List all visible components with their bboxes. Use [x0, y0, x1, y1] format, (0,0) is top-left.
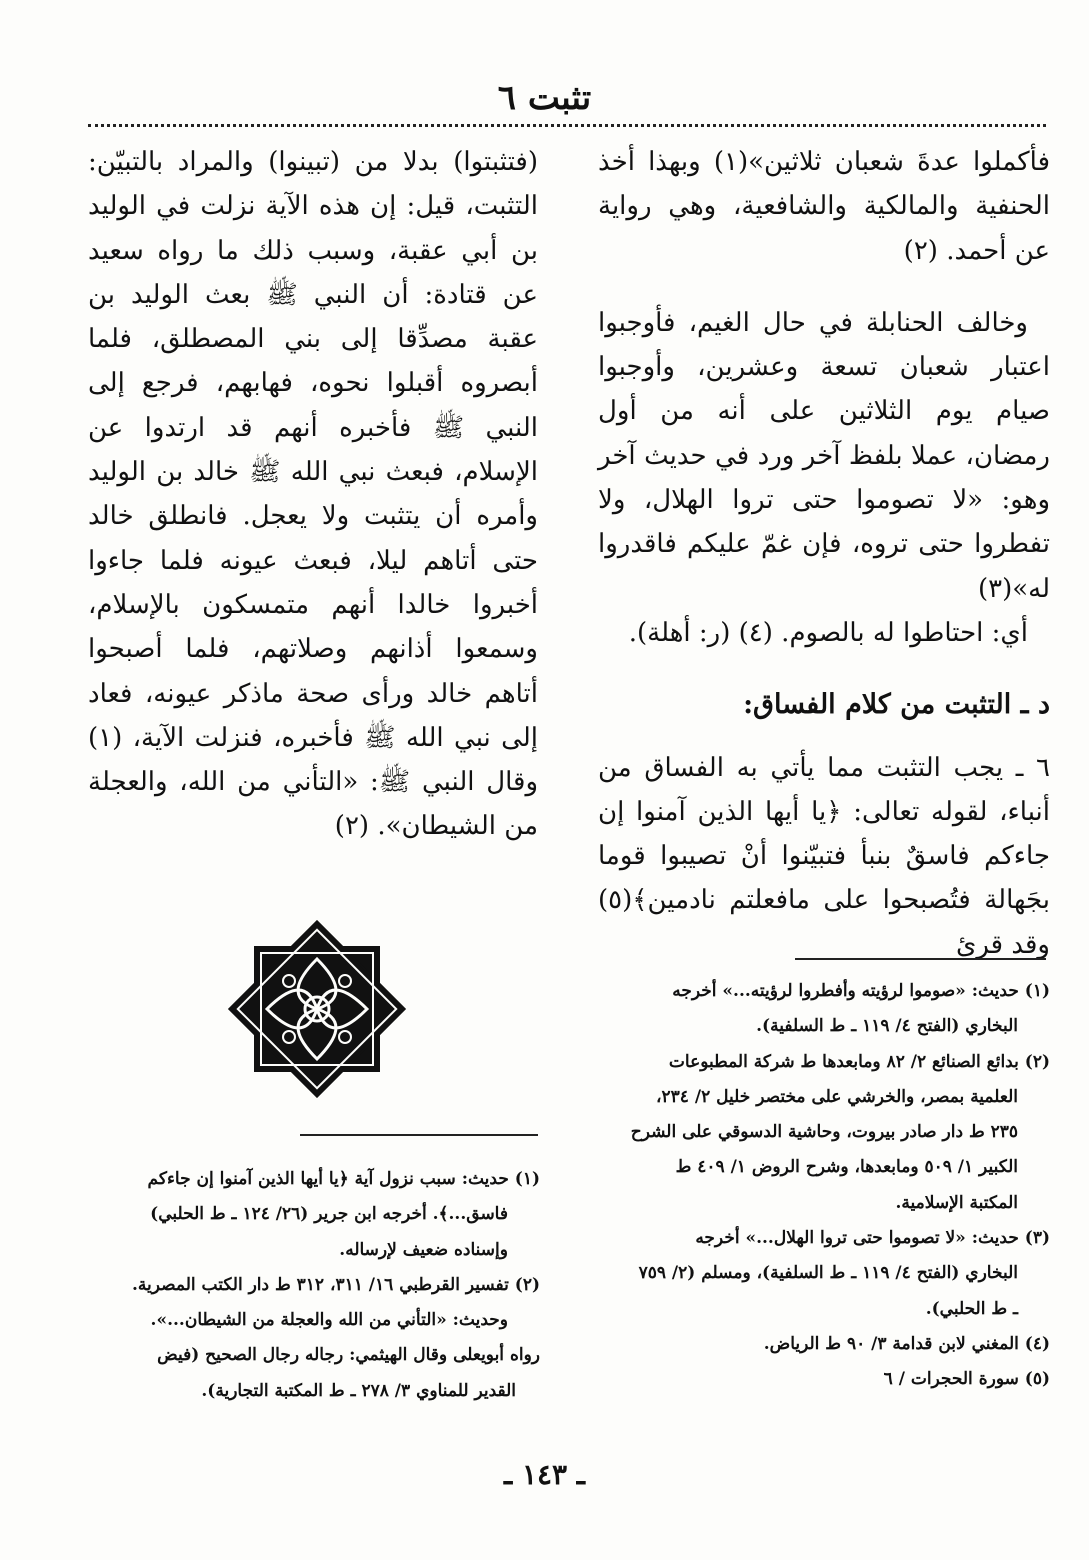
footnote-line: البخاري (الفتح ٤/ ١١٩ ـ ط السلفية)، ومسلم (٢/ ٧٥٩ — [638, 1263, 1018, 1284]
paragraph-3: أي: احتاطوا له بالصوم. (٤) (ر: أهلة). — [628, 617, 1028, 648]
footnotes-right — [598, 974, 1050, 1398]
section-heading: د ـ التثبت من كلام الفساق: — [743, 689, 1050, 721]
paragraph-4: ٦ ـ يجب التثبت مما يأتي به الفساق من أنباء، لقوله تعالى: ﴿يا أيها الذين آمنوا إن جاءكم فاسقٌ بنبأ فتبيّنوا أنْ تصيبوا قوما بجَهالة فتُصبحوا على مافعلتم نادمين﴾(٥) وقد قرئ — [598, 752, 1050, 960]
footnote-line: ٢٣٥ ط دار صادر بيروت، وحاشية الدسوقي على الشرح — [630, 1122, 1018, 1143]
footnote-line: وإسناده ضعيف لإرساله. — [339, 1239, 508, 1260]
footnotes-left — [88, 1162, 540, 1409]
page-number: ـ ١٤٣ ـ — [503, 1458, 586, 1491]
footnote-line: ـ ط الحلبي). — [925, 1298, 1018, 1319]
left-text-column — [88, 140, 538, 849]
footnote-line: (٢) بدائع الصنائع ٢/ ٨٢ ومابعدها ط شركة المطبوعات — [668, 1051, 1050, 1072]
footnote-rule-right — [795, 958, 1046, 960]
footnote-line: رواه أبويعلى وقال الهيثمي: رجاله رجال الصحيح (فيض — [157, 1345, 540, 1366]
page-header-title: تثبت ٦ — [497, 78, 592, 118]
paragraph-continuation: (فتثبتوا) بدلا من (تبينوا) والمراد بالتبيّن: التثبت، قيل: إن هذه الآية نزلت في الوليد بن أبي عقبة، وسبب ذلك ما رواه سعيد عن قتادة: أن النبي ﷺ بعث الوليد بن عقبة مصدِّقا إلى بني المصطلق، فلما أبصروه أقبلوا نحوه، فهابهم، فرجع إلى النبي ﷺ فأخبره أنهم قد ارتدوا عن الإسلام، فبعث نبي الله ﷺ خالد بن الوليد وأمره أن يتثبت ولا يعجل. فانطلق خالد حتى أتاهم ليلا، فبعث عيونه فلما جاءوا أخبروا خالدا أنهم متمسكون بالإسلام، وسمعوا أذانهم وصلاتهم، فلما أصبحوا أتاهم خالد ورأى صحة ماذكر عيونه، فعاد إلى نبي الله ﷺ فأخبره، فنزلت الآية، (١) وقال النبي ﷺ: «التأني من الله، والعجلة من الشيطان». (٢) — [88, 147, 538, 842]
footnote-line: (١) حديث: «صوموا لرؤيته وأفطروا لرؤيته...» أخرجه — [672, 981, 1050, 1001]
paragraph-2: وخالف الحنابلة في حال الغيم، فأوجبوا اعتبار شعبان تسعة وعشرين، وأوجبوا صيام يوم الثلاثين على أنه من أول رمضان، عملا بلفظ آخر ورد في حديث آخر وهو: «لا تصوموا حتى تروا الهلال، ولا تفطروا حتى تروه، فإن غمّ عليكم فاقدروا له»(٣) — [598, 307, 1050, 604]
footnote-line: (٢) تفسير القرطبي ١٦/ ٣١١، ٣١٢ ط دار الكتب المصرية. — [132, 1274, 540, 1295]
footnote-line: (٥) سورة الحجرات / ٦ — [883, 1369, 1050, 1390]
footnote-line: الكبير ١/ ٥٠٩ ومابعدها، وشرح الروض ١/ ٤٠٩ ط — [675, 1157, 1018, 1178]
footnote-line: المكتبة الإسلامية. — [895, 1192, 1018, 1213]
paragraph-1: فأكملوا عدةَ شعبان ثلاثين»(١) وبهذا أخذ الحنفية والمالكية والشافعية، وهي رواية عن أحمد. (٢) — [598, 147, 1050, 266]
footnote-line: (٣) حديث: «لا تصوموا حتى تروا الهلال...» أخرجه — [695, 1228, 1050, 1249]
footnote-line: فاسق...﴾. أخرجه ابن جرير (٢٦/ ١٢٤ ـ ط الحلبي) — [150, 1204, 508, 1225]
ornament-icon — [228, 920, 406, 1098]
footnote-line: البخاري (الفتح ٤/ ١١٩ ـ ط السلفية). — [756, 1016, 1018, 1037]
footnote-line: وحديث: «التأني من الله والعجلة من الشيطان...». — [150, 1310, 508, 1331]
footnote-line: (١) حديث: سبب نزول آية ﴿يا أيها الذين آمنوا إن جاءكم — [147, 1169, 540, 1189]
footnote-rule-left — [300, 1134, 538, 1136]
footnote-line: العلمية بمصر، والخرشي على مختصر خليل ٢/ ٢٣٤، — [656, 1086, 1018, 1107]
footnote-line: القدير للمناوي ٣/ ٢٧٨ ـ ط المكتبة التجارية). — [201, 1380, 516, 1401]
right-text-column — [598, 140, 1050, 967]
header-dotted-divider — [88, 124, 1046, 127]
footnote-line: (٤) المغني لابن قدامة ٣/ ٩٠ ط الرياض. — [763, 1333, 1050, 1354]
